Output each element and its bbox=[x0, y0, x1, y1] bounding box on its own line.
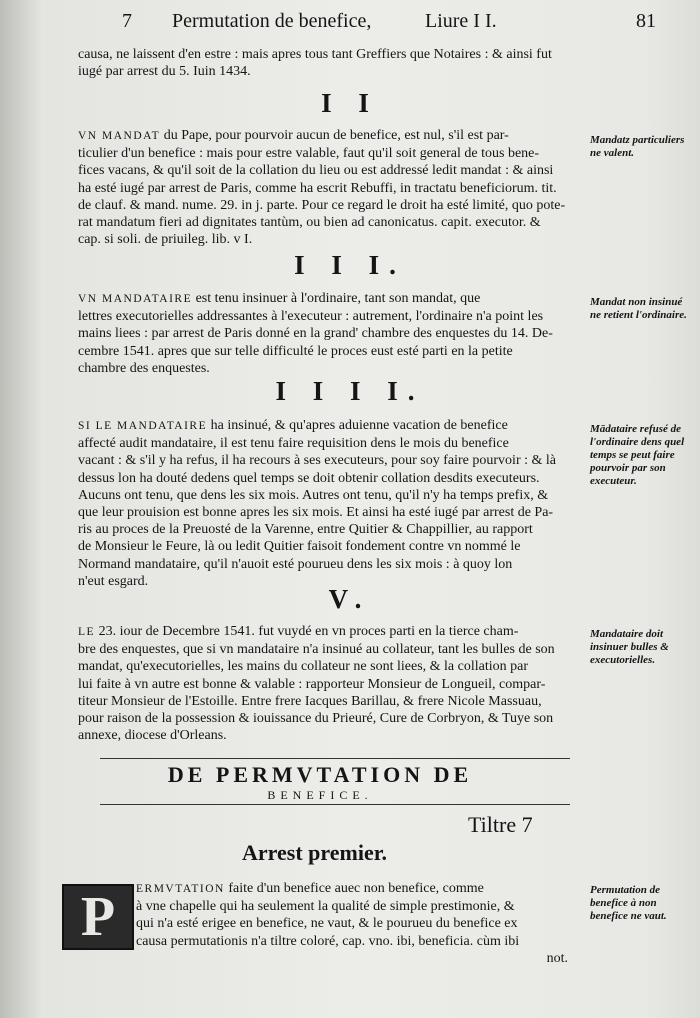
text-line: lettres executorielles addressantes à l'executeur : autrement, l'ordinaire n'a point les bbox=[78, 309, 544, 325]
text-line: dessus lon ha douté dedens quel temps se doit obtenir collation desdits executeurs. bbox=[78, 470, 540, 486]
text-line: vacant : & s'il y ha refus, il ha recours à ses executeurs, pour soy faire pourvoir : & là bbox=[78, 453, 556, 469]
lead-words: LE bbox=[78, 626, 96, 638]
text-line: mains liees : par arrest de Paris donné en la grand' chambre des enquestes du 14. De- bbox=[78, 326, 553, 342]
tiltre-heading: Tiltre 7 bbox=[468, 812, 533, 837]
text-line: qui n'a esté erigee en benefice, ne vaut, & le pourueu du benefice ex bbox=[136, 916, 518, 932]
margin-note: Mandatz particuliers ne valent. bbox=[590, 134, 685, 159]
text-line: mandat, qu'executorielles, les mains du collateur ne sont liees, & la collation par bbox=[78, 659, 528, 675]
margin-note: Mādataire refusé de l'ordinaire dens quel temps se peut faire pourvoir par son executeur. bbox=[590, 423, 685, 487]
lead-words: VN MANDAT bbox=[78, 130, 161, 142]
text-line: n'eut esgard. bbox=[78, 573, 149, 589]
text-line: affecté audit mandataire, il est tenu faire requisition dens le mois du benefice bbox=[78, 436, 509, 452]
permutation-paragraph bbox=[136, 880, 568, 967]
text-line: ha esté iugé par arrest de Paris, comme ha escrit Rebuffi, in tractatu beneficiorum. tit. bbox=[78, 180, 557, 196]
text-line: de clauf. & mand. nume. 29. in j. parte. Pour ce regard le droit ha esté limité, quo pote- bbox=[78, 197, 566, 213]
text-line: cap. si soli. de priuileg. lib. v I. bbox=[78, 232, 253, 248]
text-line: du Pape, pour pourvoir aucun de benefice, est nul, s'il est par- bbox=[163, 128, 509, 143]
header-title: Permutation de benefice, bbox=[172, 10, 372, 32]
section-paragraph bbox=[78, 127, 584, 248]
page-number: 81 bbox=[636, 10, 656, 32]
text-line: ris au proces de la Preuosté de la Varenne, entre Quitier & Chappillier, au rapport bbox=[78, 522, 533, 538]
section-numeral: V. bbox=[328, 584, 372, 614]
text-line: faite d'un benefice auec non benefice, comme bbox=[228, 881, 484, 896]
text-line: Normand mandataire, qu'il n'auoit esté pourueu dens les six mois : à quoy lon bbox=[78, 556, 513, 572]
text-line: causa, ne laissent d'en estre : mais apres tous tant Greffiers que Notaires : & ainsi fut bbox=[78, 47, 552, 62]
header-page-left: 7 bbox=[122, 10, 132, 32]
text-line: causa permutationis n'a tiltre coloré, cap. vno. ibi, beneficia. cùm ibi bbox=[136, 933, 520, 949]
chapter-subtitle: BENEFICE. bbox=[267, 788, 373, 802]
section-paragraph bbox=[78, 417, 584, 590]
text-line: Aucuns ont tenu, que dens les six mois. Autres ont tenu, qu'il n'y ha temps prefix, & bbox=[78, 487, 549, 503]
divider-rule bbox=[100, 758, 570, 759]
section-paragraph bbox=[78, 290, 584, 377]
header-book: Liure I I. bbox=[425, 10, 497, 32]
text-line: cembre 1541. apres que sur telle difficulté le proces eust esté parti en la petite bbox=[78, 343, 513, 359]
text-line: ha insinué, & qu'apres aduienne vacation de benefice bbox=[210, 418, 508, 433]
text-line: annexe, diocese d'Orleans. bbox=[78, 728, 227, 744]
text-line: fices vacans, & qu'il soit de la collation du lieu ou est addressé ledit mandat : & ainsi bbox=[78, 163, 554, 179]
text-line: bre des enquestes, que si vn mandataire n'a insinué au collateur, tant les bulles de son bbox=[78, 642, 555, 658]
text-line: est tenu insinuer à l'ordinaire, tant son mandat, que bbox=[195, 291, 481, 306]
dropcap-initial: P bbox=[62, 884, 134, 950]
text-line: que leur prouision est bonne apres les six mois. Et ainsi ha esté iugé par arrest de Pa- bbox=[78, 505, 554, 521]
divider-rule bbox=[100, 804, 570, 805]
text-line: titeur Monsieur de l'Estoille. Entre frere Iacques Barillau, & frere Nicole Massuau, bbox=[78, 693, 542, 709]
text-line: ticulier d'un benefice : mais pour estre valable, faut qu'il soit general de tous bene- bbox=[78, 146, 540, 162]
margin-note: Permutation de benefice à non benefice ne vaut. bbox=[590, 884, 667, 922]
text-line: pour raison de la possession & iouissance du Prieuré, Cure de Corbryon, & Tuye son bbox=[78, 711, 554, 727]
lead-words: SI LE MANDATAIRE bbox=[78, 420, 208, 432]
intro-paragraph bbox=[78, 46, 584, 80]
margin-note: Mandataire doit insinuer bulles & executorielles. bbox=[590, 628, 669, 666]
section-numeral: I I bbox=[321, 88, 379, 118]
text-line: 23. iour de Decembre 1541. fut vuydé en vn proces parti en la tierce cham- bbox=[98, 624, 519, 639]
chapter-title: DE PERMVTATION DE bbox=[167, 762, 473, 787]
text-line: à vne chapelle qui ha seulement la qualité de simple prestimonie, & bbox=[136, 899, 515, 915]
text-line: de Monsieur le Feure, là ou ledit Quitier faisoit fondement contre vn nommé le bbox=[78, 539, 521, 555]
section-numeral: I I I I. bbox=[275, 376, 425, 406]
section-paragraph bbox=[78, 623, 584, 744]
lead-words: ERMVTATION bbox=[136, 883, 225, 895]
section-numeral: I I I. bbox=[294, 250, 406, 280]
text-line: rat mandatum fieri ad dignitates tantùm, ou bien ad canonicatus. capit. executor. & bbox=[78, 215, 541, 231]
arrest-heading: Arrest premier. bbox=[242, 840, 387, 865]
lead-words: VN MANDATAIRE bbox=[78, 293, 193, 305]
margin-note: Mandat non insinué ne retient l'ordinaire. bbox=[590, 296, 687, 321]
text-line: iugé par arrest du 5. Iuin 1434. bbox=[78, 64, 251, 80]
text-line: not. bbox=[546, 950, 568, 966]
text-line: lui faite à vn autre est bonne & valable : rapporteur Monsieur de Longueil, compar- bbox=[78, 676, 546, 692]
text-line: chambre des enquestes. bbox=[78, 360, 210, 376]
